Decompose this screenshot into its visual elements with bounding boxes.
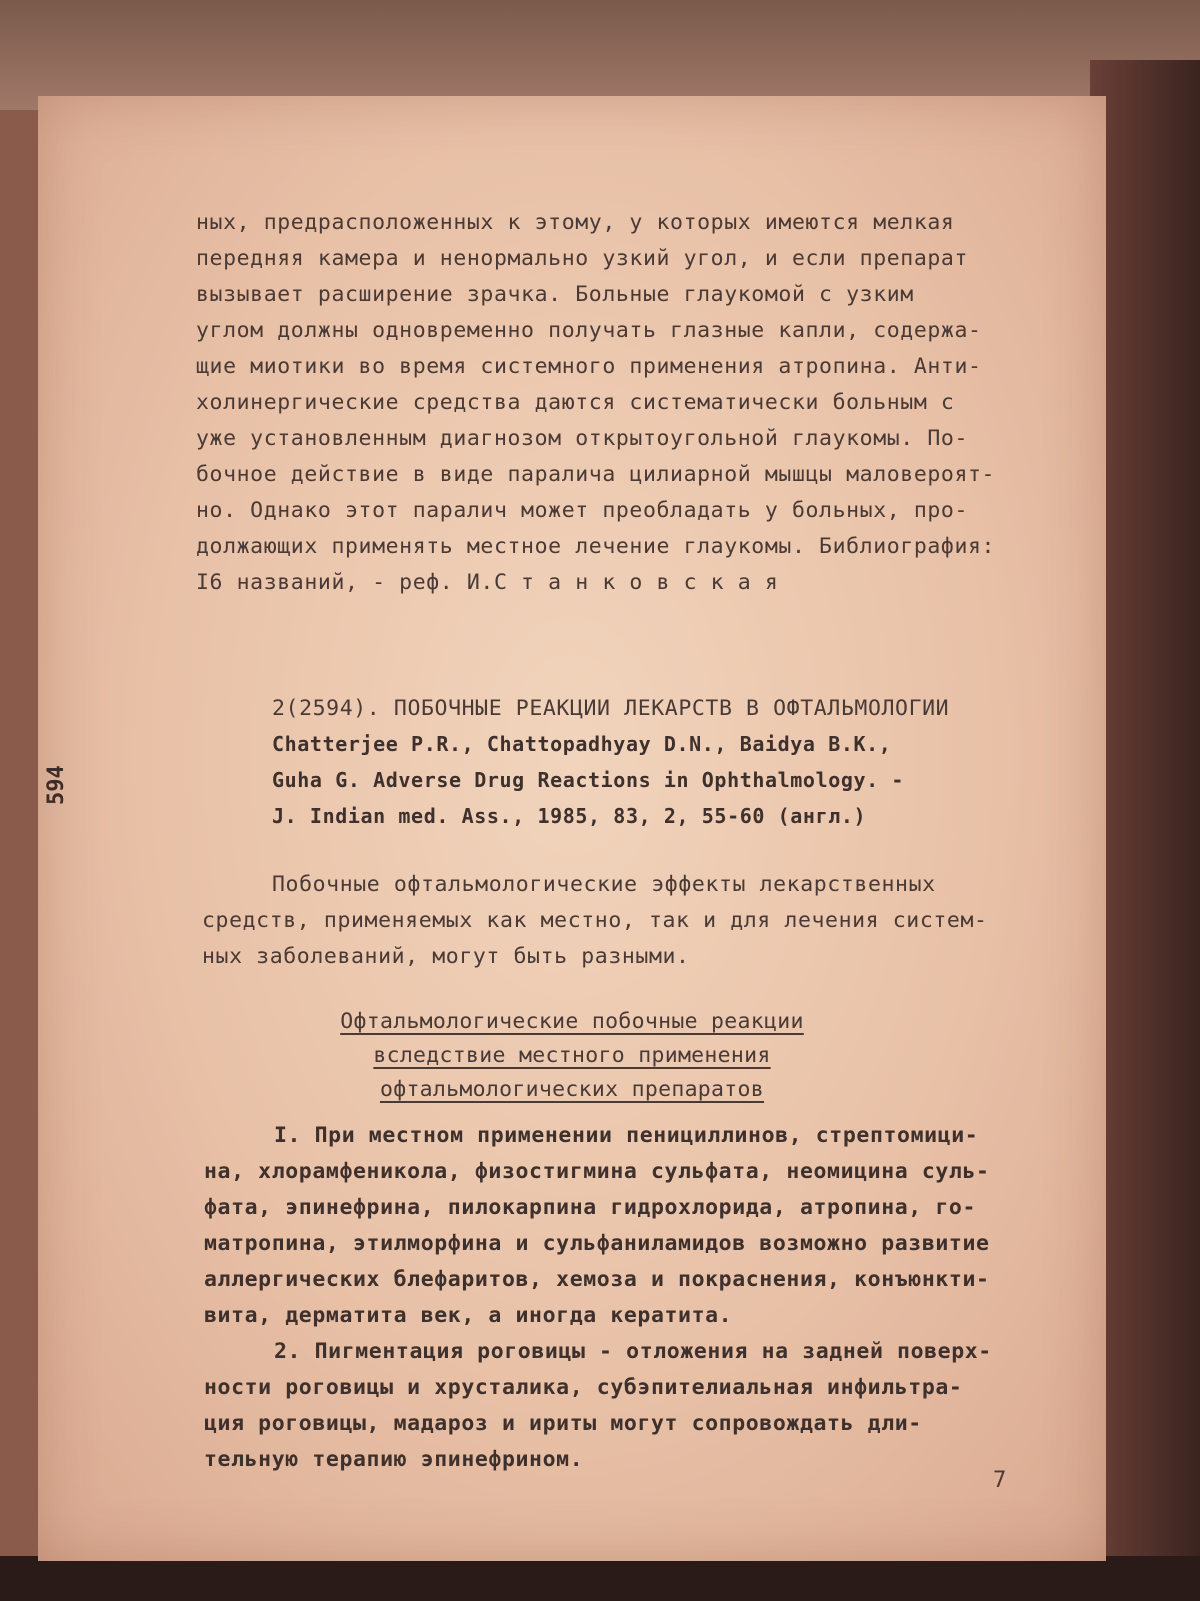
text-line: ных, предрасположенных к этому, у которых имеются мелкая: [196, 210, 955, 235]
margin-number: 594: [44, 765, 69, 805]
text-line: должающих применять местное лечение глаукомы. Библиография:: [196, 534, 996, 559]
text-line: ция роговицы, мадароз и ириты могут сопровождать дли-: [204, 1411, 922, 1436]
text-line: бочное действие в виде паралича цилиарной мышцы маловероят-: [196, 462, 996, 487]
text-line: тельную терапию эпинефрином.: [204, 1447, 584, 1472]
text-line: вита, дерматита век, а иногда кератита.: [204, 1303, 733, 1328]
background-bottom-edge: [0, 1556, 1200, 1601]
citation-line: Guha G. Adverse Drug Reactions in Ophthalmology. -: [272, 768, 905, 792]
text-line: холинергические средства даются систематически больным с: [196, 390, 955, 415]
page-number: 7: [993, 1468, 1007, 1493]
document-page: [38, 96, 1106, 1561]
text-line: но. Однако этот паралич может преобладать у больных, про-: [196, 498, 969, 523]
heading-line: Офтальмологические побочные реакции: [340, 1009, 804, 1034]
text-line: ных заболеваний, могут быть разными.: [202, 944, 690, 969]
text-line: Побочные офтальмологические эффекты лекарственных: [272, 872, 936, 897]
text-line: щие миотики во время системного применения атропина. Анти-: [196, 354, 982, 379]
text-line: фата, эпинефрина, пилокарпина гидрохлорида, атропина, го-: [204, 1195, 977, 1220]
text-line: углом должны одновременно получать глазные капли, содержа-: [196, 318, 982, 343]
text-line: матропина, этилморфина и сульфаниламидов возможно развитие: [204, 1231, 990, 1256]
text-line: на, хлорамфеникола, физостигмина сульфата, неомицина суль-: [204, 1159, 990, 1184]
background-top: [0, 0, 1200, 110]
text-line: уже установленным диагнозом открытоугольной глаукомы. По-: [196, 426, 969, 451]
text-line: I6 названий, - реф. И.С т а н к о в с к а я: [196, 570, 779, 595]
citation-line: J. Indian med. Ass., 1985, 83, 2, 55-60 (англ.): [272, 804, 867, 828]
heading-line: офтальмологических препаратов: [379, 1077, 765, 1102]
text-line: I. При местном применении пенициллинов, стрептомици-: [274, 1123, 979, 1148]
text-line: 2. Пигментация роговицы - отложения на задней поверх-: [274, 1339, 992, 1364]
text-line: ности роговицы и хрусталика, субэпителиальная инфильтра-: [204, 1375, 963, 1400]
text-line: вызывает расширение зрачка. Больные глаукомой с узким: [196, 282, 914, 307]
text-line: средств, применяемых как местно, так и для лечения систем-: [202, 908, 988, 933]
text-line: аллергических блефаритов, хемоза и покраснения, конъюнкти-: [204, 1267, 990, 1292]
background-right-edge: [1090, 60, 1200, 1601]
text-line: передняя камера и ненормально узкий угол, и если препарат: [196, 246, 969, 271]
entry-title: 2(2594). ПОБОЧНЫЕ РЕАКЦИИ ЛЕКАРСТВ В ОФТАЛЬМОЛОГИИ: [272, 696, 950, 721]
heading-line: вследствие местного применения: [373, 1043, 771, 1068]
citation-line: Chatterjee P.R., Chattopadhyay D.N., Baidya B.K.,: [272, 732, 892, 756]
